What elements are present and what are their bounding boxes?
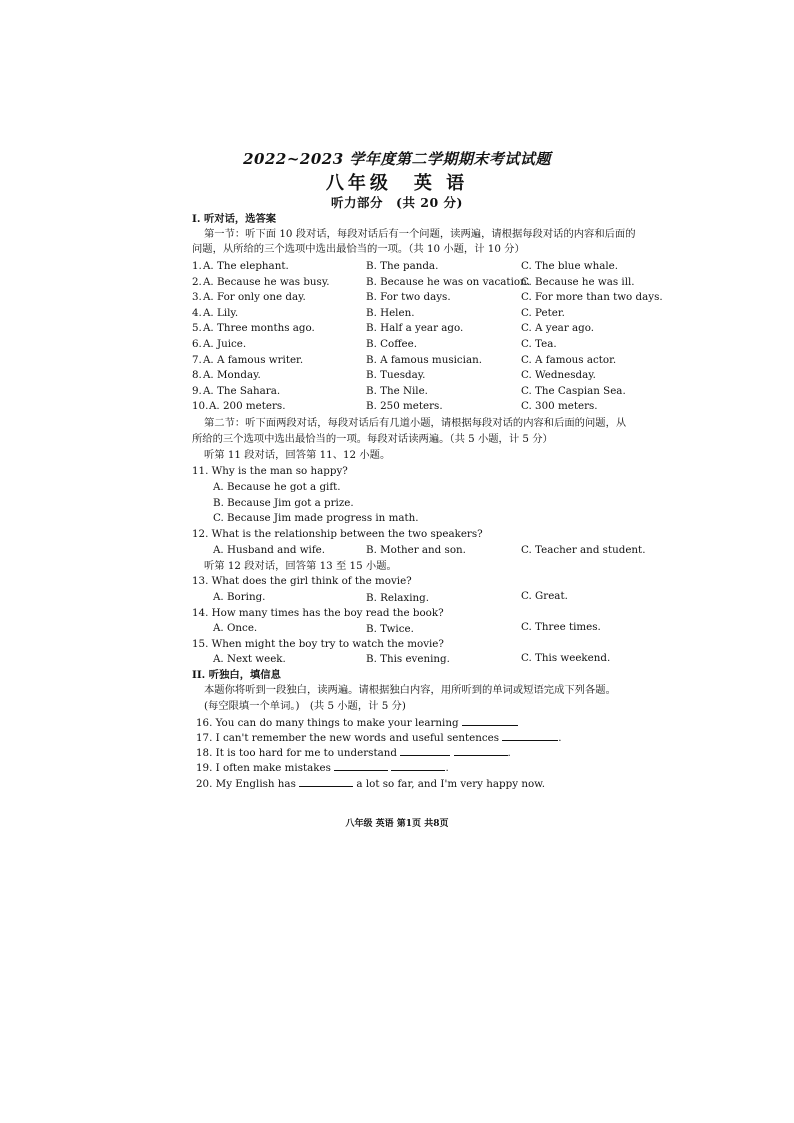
- mcq-option-c: C. Wednesday.: [521, 369, 596, 381]
- q20-text-before: 20. My English has: [196, 778, 296, 790]
- question-14: 14. How many times has the boy read the book?: [192, 607, 444, 619]
- mcq-option-b: B. Helen.: [366, 307, 415, 319]
- question-number: 9.: [192, 385, 202, 397]
- section1-part2-intro-line2: 所给的三个选项中选出最恰当的一项。每段对话读两遍。（共 5 小题，计 5 分）: [192, 433, 553, 445]
- mcq-option-a: A. For only one day.: [203, 291, 306, 303]
- q18-blank-1[interactable]: [400, 745, 450, 756]
- question-18: 18. It is too hard for me to understand .: [196, 747, 511, 759]
- section2-intro-line2: (每空限填一个单词。) (共 5 小题，计 5 分): [204, 700, 406, 712]
- q17-text: 17. I can't remember the new words and useful sentences: [196, 732, 499, 744]
- mcq-option-b: B. Coffee.: [366, 338, 417, 350]
- mcq-option-b: B. 250 meters.: [366, 400, 443, 412]
- mcq-option-c: C. Tea.: [521, 338, 557, 350]
- q11-option-c: C. Because Jim made progress in math.: [213, 512, 419, 524]
- dialog2-note: 听第 12 段对话，回答第 13 至 15 小题。: [204, 560, 397, 572]
- section1-intro-line2: 问题，从所给的三个选项中选出最恰当的一项。（共 10 小题，计 10 分）: [192, 243, 525, 255]
- question-number: 7.: [192, 354, 202, 366]
- mcq-option-c: C. The Caspian Sea.: [521, 385, 626, 397]
- mcq-option-a: A. 200 meters.: [209, 400, 286, 412]
- mcq-option-c: C. Peter.: [521, 307, 565, 319]
- q15-option-c: C. This weekend.: [521, 652, 611, 664]
- section1-heading: I. 听对话，选答案: [192, 213, 277, 225]
- q14-option-a: A. Once.: [213, 622, 258, 634]
- q17-blank[interactable]: [502, 730, 558, 741]
- mcq-option-b: B. For two days.: [366, 291, 451, 303]
- question-number: 5.: [192, 322, 202, 334]
- mcq-option-c: C. A famous actor.: [521, 354, 617, 366]
- section2-intro-line1: 本题你将听到一段独白，读两遍。请根据独白内容，用所听到的单词或短语完成下列各题。: [204, 684, 616, 696]
- listening-part-heading: 听力部分 (共 20 分): [331, 195, 463, 210]
- mcq-option-c: C. The blue whale.: [521, 260, 619, 272]
- mcq-option-a: A. Three months ago.: [203, 322, 315, 334]
- mcq-option-c: C. Because he was ill.: [521, 276, 635, 288]
- mcq-option-b: B. Half a year ago.: [366, 322, 464, 334]
- question-12: 12. What is the relationship between the two speakers?: [192, 528, 483, 540]
- q13-option-a: A. Boring.: [213, 591, 266, 603]
- q12-option-b: B. Mother and son.: [366, 544, 466, 556]
- mcq-option-b: B. The Nile.: [366, 385, 428, 397]
- q14-option-c: C. Three times.: [521, 621, 601, 633]
- mcq-option-a: A. Monday.: [203, 369, 261, 381]
- q15-option-b: B. This evening.: [366, 653, 450, 665]
- section2-heading: II. 听独白，填信息: [192, 669, 281, 681]
- q11-option-b: B. Because Jim got a prize.: [213, 497, 354, 509]
- q16-text: 16. You can do many things to make your learning: [196, 717, 459, 729]
- q12-option-c: C. Teacher and student.: [521, 544, 646, 556]
- q16-blank[interactable]: [462, 715, 518, 726]
- q20-text-after: a lot so far, and I'm very happy now.: [356, 778, 546, 790]
- q19-text: 19. I often make mistakes: [196, 762, 331, 774]
- mcq-option-c: C. A year ago.: [521, 322, 595, 334]
- mcq-option-a: A. Because he was busy.: [203, 276, 330, 288]
- q14-option-b: B. Twice.: [366, 623, 414, 635]
- q19-blank-1[interactable]: [334, 760, 388, 771]
- question-number: 3.: [192, 291, 202, 303]
- question-13: 13. What does the girl think of the movie?: [192, 575, 412, 587]
- question-19: 19. I often make mistakes .: [196, 762, 449, 774]
- q18-text: 18. It is too hard for me to understand: [196, 747, 397, 759]
- question-number: 4.: [192, 307, 202, 319]
- exam-title: 2022~2023 学年度第二学期期末考试试题: [243, 150, 551, 168]
- q13-option-c: C. Great.: [521, 590, 568, 602]
- q15-option-a: A. Next week.: [213, 653, 286, 665]
- question-number: 10.: [192, 400, 209, 412]
- mcq-option-b: B. Tuesday.: [366, 369, 426, 381]
- q11-option-a: A. Because he got a gift.: [213, 481, 341, 493]
- mcq-option-a: A. The elephant.: [203, 260, 289, 272]
- question-number: 1.: [192, 260, 202, 272]
- mcq-option-c: C. 300 meters.: [521, 400, 598, 412]
- exam-subtitle: 八年级 英 语: [325, 173, 469, 194]
- mcq-option-b: B. The panda.: [366, 260, 439, 272]
- mcq-option-a: A. Lily.: [203, 307, 239, 319]
- mcq-option-a: A. The Sahara.: [203, 385, 281, 397]
- q13-option-b: B. Relaxing.: [366, 592, 429, 604]
- mcq-option-c: C. For more than two days.: [521, 291, 663, 303]
- q12-option-a: A. Husband and wife.: [213, 544, 326, 556]
- question-number: 2.: [192, 276, 202, 288]
- question-15: 15. When might the boy try to watch the movie?: [192, 638, 444, 650]
- page-footer: 八年级 英语 第1页 共8页: [345, 819, 449, 829]
- mcq-option-a: A. A famous writer.: [203, 354, 304, 366]
- dialog1-note: 听第 11 段对话，回答第 11、12 小题。: [204, 449, 391, 461]
- section1-part2-intro-line1: 第二节：听下面两段对话，每段对话后有几道小题，请根据每段对话的内容和后面的问题，从: [204, 417, 627, 429]
- question-20: [196, 776, 545, 791]
- section1-intro-line1: 第一节：听下面 10 段对话，每段对话后有一个问题，读两遍，请根据每段对话的内容和后面的: [204, 228, 636, 240]
- question-11: 11. Why is the man so happy?: [192, 465, 348, 477]
- question-17: 17. I can't remember the new words and useful sentences .: [196, 732, 562, 744]
- question-16: [196, 715, 518, 730]
- question-number: 6.: [192, 338, 202, 350]
- mcq-option-a: A. Juice.: [203, 338, 247, 350]
- mcq-option-b: B. Because he was on vacation.: [366, 276, 530, 288]
- mcq-option-b: B. A famous musician.: [366, 354, 483, 366]
- q20-blank[interactable]: [299, 776, 353, 787]
- question-number: 8.: [192, 369, 202, 381]
- q18-blank-2[interactable]: [454, 745, 508, 756]
- q19-blank-2[interactable]: [391, 760, 445, 771]
